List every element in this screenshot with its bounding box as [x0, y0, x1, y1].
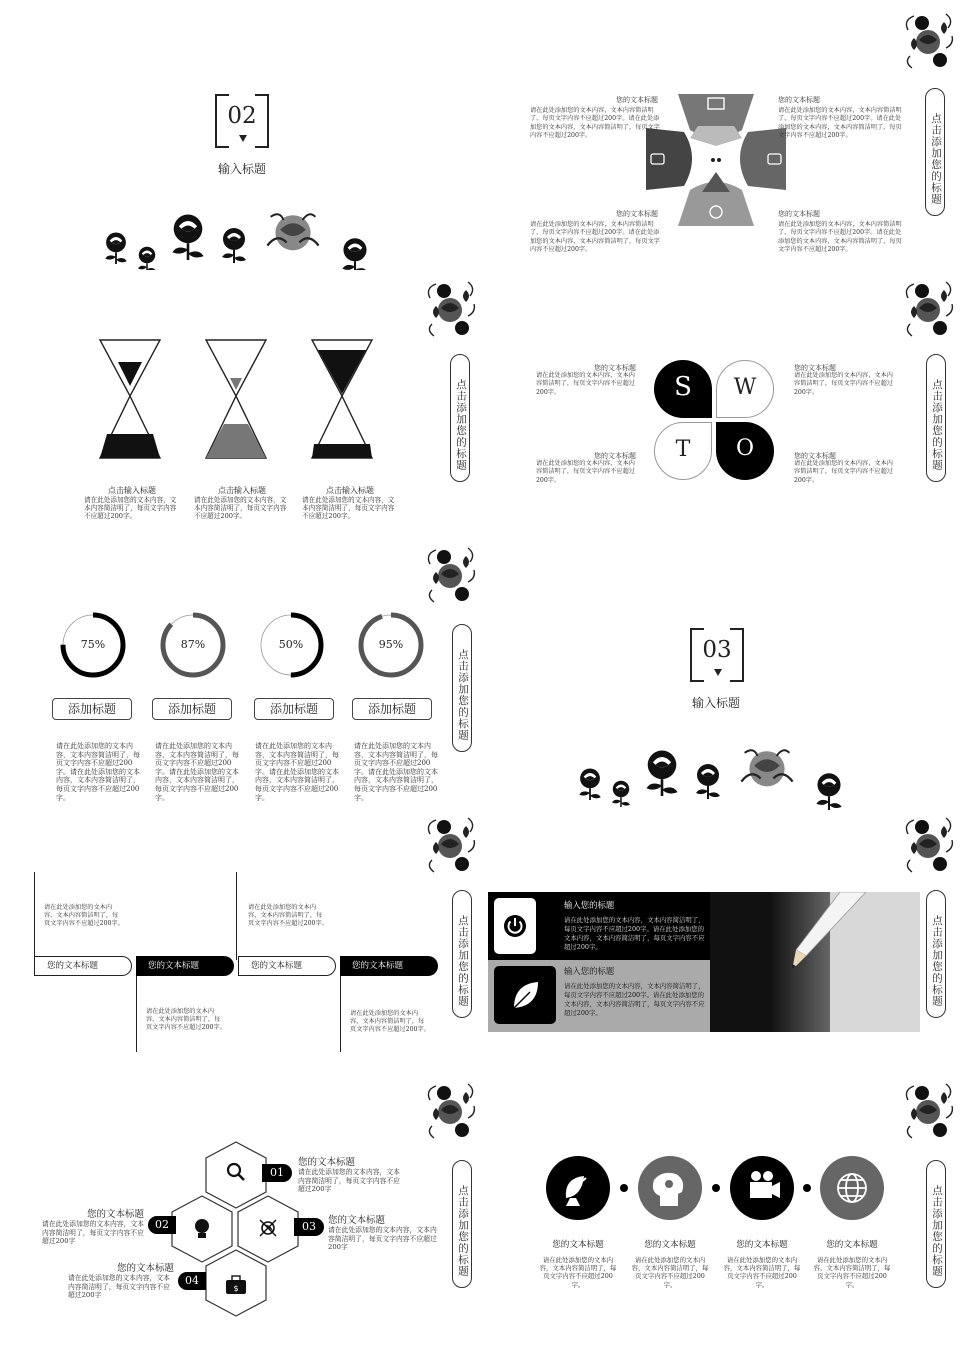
hex-badge-01: 01	[262, 1164, 292, 1182]
hex-text-4: 您的文本标题 请在此处添加您的文本内容，文本内容简洁明了，每页文字内容不应超过200字	[68, 1263, 174, 1300]
timeline-label-3: 您的文本标题	[238, 956, 336, 976]
swot-o: O	[716, 422, 774, 480]
side-title-tab[interactable]: 点击添加您的标题	[452, 890, 472, 1018]
timeline-text-1: 请在此处添加您的文本内容，文本内容简洁明了，每页文字内容不应超过200字。	[44, 904, 124, 928]
leaf-icon	[494, 966, 556, 1024]
power-icon	[494, 898, 536, 954]
swot-text-s: 您的文本标题 请在此处添加您的文本内容，文本内容简洁明了，每页文字内容不应超过200字。	[536, 364, 636, 396]
progress-ring-1	[58, 610, 128, 680]
corner-rose-decoration	[422, 814, 478, 876]
text-block-top-left: 您的文本标题 请在此处添加您的文本内容，文本内容简洁明了，每页文字内容不应超过200字。请在此处添加您的文本内容，文本内容简洁明了，每页文字内容不应超过200字。	[530, 96, 660, 139]
hourglass-2	[206, 340, 266, 458]
add-title-button-3[interactable]: 添加标题	[254, 698, 334, 720]
pencil-icon	[770, 892, 920, 1032]
text-block-top-right: 您的文本标题 请在此处添加您的文本内容，文本内容简洁明了，每页文字内容不应超过200字。请在此处添加您的文本内容，文本内容简洁明了，每页文字内容不应超过200字。	[778, 96, 902, 139]
down-triangle-icon	[239, 135, 247, 142]
section-number-box	[215, 94, 269, 148]
slide-hourglass	[0, 276, 480, 546]
ring-text-1: 请在此处添加您的文本内容，文本内容简洁明了，每页文字内容不应超过200字。请在此处添加您的文本内容，文本内容简洁明了，每页文字内容不应超过200字。	[56, 742, 140, 802]
hex-badge-02: 02	[148, 1216, 176, 1234]
hourglass-3	[312, 340, 372, 458]
corner-rose-decoration	[900, 10, 956, 72]
timeline-text-3: 请在此处添加您的文本内容，文本内容简洁明了，每页文字内容不应超过200字。	[248, 904, 328, 928]
hourglass-chart	[96, 338, 396, 462]
hex-badge-03: 03	[294, 1218, 324, 1236]
side-title-tab[interactable]: 点击添加您的标题	[450, 354, 470, 482]
timeline-line	[340, 964, 341, 1052]
side-title-tab[interactable]: 点击添加您的标题	[452, 624, 472, 752]
swot-t: T	[654, 422, 712, 480]
icon-circles-row	[544, 1154, 894, 1224]
swot-diagram	[654, 360, 776, 482]
hourglass-caption-3: 点击输入标题 请在此处添加您的文本内容，文本内容简洁明了，每页文字内容不应超过200字。	[302, 486, 395, 521]
slide-progress-rings	[0, 544, 480, 814]
add-title-button-4[interactable]: 添加标题	[352, 698, 432, 720]
ring-percent-label: 50%	[278, 638, 304, 651]
circle-text-2: 您的文本标题 请在此处添加您的文本内容，文本内容简洁明了，每页文字内容不应超过200字。	[631, 1240, 709, 1289]
slide-timeline	[0, 814, 480, 1084]
side-title-tab[interactable]: 点击添加您的标题	[452, 1160, 472, 1288]
corner-rose-decoration	[422, 544, 478, 606]
timeline-text-4: 请在此处添加您的文本内容，文本内容简洁明了，每页文字内容不应超过200字。	[350, 1010, 430, 1034]
swot-w: W	[716, 360, 774, 418]
slide-section-03	[480, 544, 960, 814]
four-arrow-diagram	[642, 86, 790, 232]
hex-text-3: 您的文本标题 请在此处添加您的文本内容，文本内容简洁明了，每页文字内容不应超过200字	[328, 1215, 437, 1252]
ring-text-2: 请在此处添加您的文本内容，文本内容简洁明了，每页文字内容不应超过200字。请在此处添加您的文本内容，文本内容简洁明了，每页文字内容不应超过200字。	[155, 742, 239, 802]
hourglass-1	[100, 340, 160, 458]
circle-text-1: 您的文本标题 请在此处添加您的文本内容，文本内容简洁明了，每页文字内容不应超过200字。	[539, 1240, 617, 1289]
ring-percent-label: 95%	[378, 638, 404, 651]
progress-ring-4	[356, 610, 426, 680]
section-title: 输入标题	[217, 162, 266, 176]
rose-illustration	[98, 196, 388, 270]
corner-rose-decoration	[422, 1080, 478, 1142]
slide-four-arrow	[480, 0, 960, 270]
timeline-line	[236, 872, 237, 960]
swot-s: S	[654, 360, 712, 418]
section-number: 02	[227, 103, 257, 129]
hex-badge-04: 04	[178, 1272, 206, 1290]
ring-percent-label: 75%	[80, 638, 106, 651]
timeline-label-1: 您的文本标题	[34, 956, 132, 976]
section-title: 输入标题	[691, 696, 740, 710]
timeline-text-2: 请在此处添加您的文本内容，文本内容简洁明了，每页文字内容不应超过200字。	[146, 1008, 226, 1032]
hourglass-caption-2: 点击输入标题 请在此处添加您的文本内容，文本内容简洁明了，每页文字内容不应超过200字。	[194, 486, 287, 521]
text-block-bottom-left: 您的文本标题 请在此处添加您的文本内容，文本内容简洁明了，每页文字内容不应超过200字。请在此处添加您的文本内容，文本内容简洁明了，每页文字内容不应超过200字。	[530, 210, 660, 253]
ring-text-3: 请在此处添加您的文本内容，文本内容简洁明了，每页文字内容不应超过200字。请在此处添加您的文本内容，文本内容简洁明了，每页文字内容不应超过200字。	[255, 742, 339, 802]
add-title-button-2[interactable]: 添加标题	[152, 698, 232, 720]
side-title-tab[interactable]: 点击添加您的标题	[926, 1160, 946, 1288]
hourglass-caption-1: 点击输入标题 请在此处添加您的文本内容，文本内容简洁明了，每页文字内容不应超过200字。	[84, 486, 177, 521]
corner-rose-decoration	[900, 1080, 956, 1142]
timeline-label-2: 您的文本标题	[136, 956, 234, 976]
rose-illustration	[572, 732, 862, 810]
circle-text-3: 您的文本标题 请在此处添加您的文本内容，文本内容简洁明了，每页文字内容不应超过200字。	[723, 1240, 801, 1289]
swot-text-o: 您的文本标题 请在此处添加您的文本内容，文本内容简洁明了，每页文字内容不应超过200字。	[794, 452, 893, 484]
progress-ring-2	[158, 610, 228, 680]
swot-text-t: 您的文本标题 请在此处添加您的文本内容，文本内容简洁明了，每页文字内容不应超过200字。	[536, 452, 636, 484]
side-title-tab[interactable]: 点击添加您的标题	[925, 88, 945, 216]
swot-text-w: 您的文本标题 请在此处添加您的文本内容，文本内容简洁明了，每页文字内容不应超过200字。	[794, 364, 893, 396]
slide-section-02	[0, 0, 480, 270]
corner-rose-decoration	[900, 278, 956, 340]
slide-dark-panel	[480, 814, 960, 1084]
hex-text-2: 您的文本标题 请在此处添加您的文本内容，文本内容简洁明了，每页文字内容不应超过200字	[42, 1209, 144, 1246]
circle-text-4: 您的文本标题 请在此处添加您的文本内容，文本内容简洁明了，每页文字内容不应超过200字。	[813, 1240, 891, 1289]
pencil-photo	[710, 892, 920, 1032]
ring-percent-label: 87%	[180, 638, 206, 651]
corner-rose-decoration	[422, 278, 478, 340]
side-title-tab[interactable]: 点击添加您的标题	[926, 354, 946, 482]
timeline-label-4: 您的文本标题	[340, 956, 438, 976]
panel-text-2: 输入您的标题 请在此处添加您的文本内容，文本内容简洁明了，每页文字内容不应超过200字。请在此处添加您的文本内容，文本内容简洁明了，每页文字内容不应超过200字。	[564, 966, 705, 1017]
section-number: 03	[702, 637, 732, 663]
corner-rose-decoration	[900, 814, 956, 876]
add-title-button-1[interactable]: 添加标题	[52, 698, 132, 720]
text-block-bottom-right: 您的文本标题 请在此处添加您的文本内容，文本内容简洁明了，每页文字内容不应超过200字。请在此处添加您的文本内容，文本内容简洁明了，每页文字内容不应超过200字。	[778, 210, 902, 253]
slide-hexagon	[0, 1080, 480, 1350]
leaf-tile[interactable]	[494, 966, 556, 1024]
timeline-line	[34, 872, 35, 960]
progress-ring-3	[256, 610, 326, 680]
hex-text-1: 您的文本标题 请在此处添加您的文本内容，文本内容简洁明了，每页文字内容不应超过200字	[298, 1157, 400, 1194]
power-tile[interactable]	[494, 898, 536, 954]
side-title-tab[interactable]: 点击添加您的标题	[926, 890, 946, 1018]
slide-icon-circles	[480, 1080, 960, 1350]
svg-text:$: $	[233, 1284, 239, 1293]
down-triangle-icon	[714, 669, 722, 676]
slide-swot	[480, 276, 960, 546]
panel-text-1: 输入您的标题 请在此处添加您的文本内容，文本内容简洁明了，每页文字内容不应超过200字。请在此处添加您的文本内容，文本内容简洁明了，每页文字内容不应超过200字。	[564, 900, 705, 951]
ring-text-4: 请在此处添加您的文本内容，文本内容简洁明了，每页文字内容不应超过200字。请在此处添加您的文本内容，文本内容简洁明了，每页文字内容不应超过200字。	[354, 742, 438, 802]
section-number-box	[690, 628, 744, 682]
timeline-line	[136, 964, 137, 1052]
